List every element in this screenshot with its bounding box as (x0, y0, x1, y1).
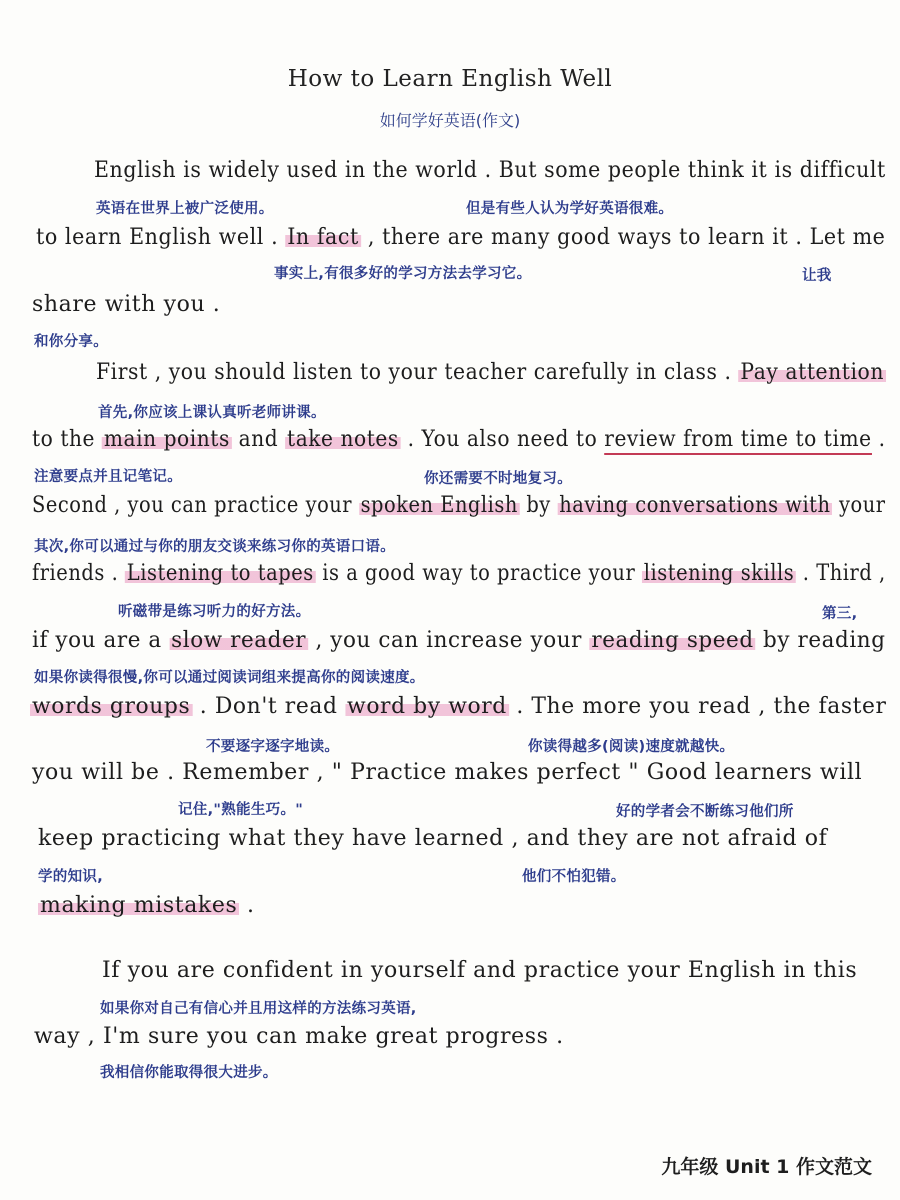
line-text: , there are many good ways to learn it . Let me (360, 225, 886, 250)
line-text: by reading (755, 628, 886, 653)
highlight-phrase: listening skills (643, 561, 795, 586)
note-line-4: 首先,你应该上课认真听老师讲课。 (98, 405, 326, 421)
line-text: friends . (32, 561, 126, 586)
note-line-8: 如果你读得很慢,你可以通过阅读词组来提高你的阅读速度。 (34, 670, 425, 686)
highlight-phrase: Listening to tapes (126, 561, 314, 586)
line-text: Second , you can practice your (32, 493, 359, 518)
line-text: share with you . (32, 292, 221, 317)
highlight-phrase: In fact (287, 225, 359, 250)
essay-line-1 (94, 158, 886, 183)
line-text: , you can increase your (308, 628, 590, 653)
line-text: your (832, 493, 886, 518)
page-title: How to Learn English Well (287, 66, 613, 92)
note-line-5b: 你还需要不时地复习。 (424, 471, 572, 487)
line-text: keep practicing what they have learned , and they are not afraid of (38, 826, 828, 851)
note-line-13: 如果你对自己有信心并且用这样的方法练习英语, (100, 1001, 417, 1017)
note-line-1a: 英语在世界上被广泛使用。 (96, 201, 274, 217)
note-line-2b: 让我 (802, 268, 832, 284)
footer-label: 九年级 Unit 1 作文范文 (661, 1156, 872, 1178)
essay-line-12 (38, 893, 255, 918)
highlight-phrase: reading speed (591, 628, 754, 653)
highlight-phrase: spoken English (360, 493, 518, 518)
line-text: you will be . Remember , " Practice makes perfect " Good learners will (32, 760, 863, 785)
note-line-1b: 但是有些人认为学好英语很难。 (466, 201, 674, 217)
line-text: . Third , (796, 561, 886, 586)
highlight-phrase: Pay attention (740, 360, 884, 385)
essay-line-11 (38, 826, 827, 851)
line-text: If you are confident in yourself and practice your English in this (102, 958, 858, 983)
note-line-6: 其次,你可以通过与你的朋友交谈来练习你的英语口语。 (34, 539, 396, 555)
highlight-phrase: slow reader (171, 628, 307, 653)
line-text: English is widely used in the world . But some people think it is difficult (94, 158, 886, 183)
essay-line-6 (32, 493, 886, 518)
essay-line-9 (30, 694, 887, 719)
underlined-phrase: review from time to time (604, 427, 871, 455)
line-text: to learn English well . (36, 225, 286, 250)
essay-line-3 (32, 292, 220, 317)
line-text: . The more you read , the faster (508, 694, 887, 719)
line-text: . (239, 893, 255, 918)
line-text: . (871, 427, 886, 452)
note-line-14: 我相信你能取得很大进步。 (100, 1065, 278, 1081)
essay-line-14 (34, 1024, 564, 1049)
essay-line-5 (32, 427, 886, 452)
highlight-phrase: words groups (31, 694, 191, 719)
essay-line-8 (32, 628, 886, 653)
line-text: to the (32, 427, 102, 452)
essay-line-2 (36, 225, 885, 250)
line-text: way , I'm sure you can make great progress . (34, 1024, 564, 1049)
note-line-11b: 他们不怕犯错。 (522, 869, 626, 885)
line-text: . You also need to (400, 427, 605, 452)
page-subtitle: 如何学好英语(作文) (379, 111, 521, 130)
note-line-3: 和你分享。 (34, 334, 108, 350)
essay-line-13 (102, 958, 857, 983)
line-text: if you are a (32, 628, 170, 653)
note-line-9a: 不要逐字逐字地读。 (206, 739, 340, 755)
note-line-10b: 好的学者会不断练习他们所 (616, 804, 794, 820)
note-line-10a: 记住,"熟能生巧。" (178, 802, 304, 818)
highlight-phrase: main points (103, 427, 230, 452)
note-line-9b: 你读得越多(阅读)速度就越快。 (528, 739, 735, 755)
highlight-phrase: word by word (347, 694, 507, 719)
line-text: First , you should listen to your teacher carefully in class . (96, 360, 739, 385)
note-line-11a: 学的知识, (38, 869, 104, 885)
essay-line-10 (32, 760, 862, 785)
essay-line-7 (32, 561, 886, 586)
note-line-7a: 听磁带是练习听力的好方法。 (118, 604, 311, 620)
line-text: . Don't read (192, 694, 346, 719)
line-text: and (231, 427, 286, 452)
line-text: is a good way to practice your (315, 561, 643, 586)
highlight-phrase: take notes (287, 427, 399, 452)
note-line-7b: 第三, (822, 606, 858, 622)
note-line-5a: 注意要点并且记笔记。 (34, 469, 182, 485)
note-line-2a: 事实上,有很多好的学习方法去学习它。 (274, 266, 532, 282)
highlight-phrase: making mistakes (40, 893, 238, 918)
line-text: by (519, 493, 558, 518)
essay-line-4 (96, 360, 886, 385)
highlight-phrase: having conversations with (559, 493, 831, 518)
